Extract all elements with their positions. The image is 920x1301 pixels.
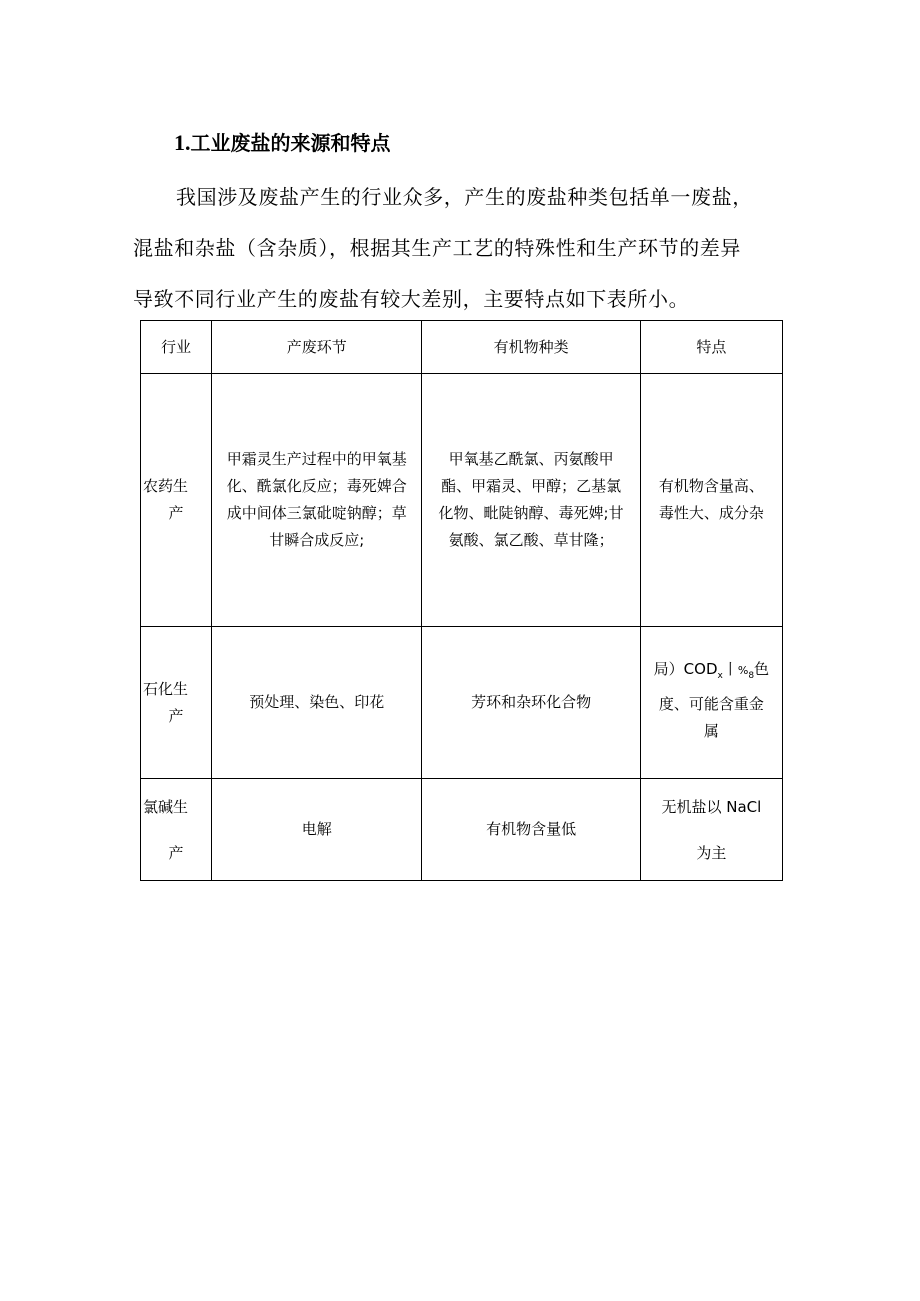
table-row bbox=[141, 374, 783, 627]
feature-cell bbox=[640, 627, 782, 779]
stage-cell: 预处理、染色、印花 bbox=[212, 627, 422, 779]
feature-text: 无机盐以 NaCl bbox=[661, 797, 762, 816]
header-cell-feature: 特点 bbox=[640, 321, 782, 374]
header-cell-industry: 行业 bbox=[141, 321, 212, 374]
table-header-row bbox=[141, 321, 783, 374]
feature-text: 度、可能含重金 bbox=[658, 695, 764, 713]
industry-text: 石化生 bbox=[143, 679, 189, 698]
organics-text: 酯、甲霜灵、甲醇；乙基氯 bbox=[441, 477, 622, 495]
organics-text: 氨酸、氯乙酸、草甘隆； bbox=[448, 531, 614, 549]
table-row bbox=[141, 627, 783, 779]
industry-cell bbox=[141, 779, 212, 881]
feature-fragment: % bbox=[737, 664, 749, 677]
table-row bbox=[141, 779, 783, 881]
organics-text: 化物、毗陡钠醇、毒死婢;甘 bbox=[438, 504, 624, 522]
feature-fragment: 8 bbox=[748, 671, 755, 681]
industry-cell bbox=[141, 374, 212, 627]
organics-cell: 芳环和杂环化合物 bbox=[422, 627, 640, 779]
paragraph-line: 混盐和杂盐（含杂质），根据其生产工艺的特殊性和生产环节的差异 bbox=[133, 236, 741, 260]
feature-text: 有机物含量高、 bbox=[658, 477, 764, 495]
feature-fragment: 丨 bbox=[722, 660, 738, 678]
paragraph-line: 导致不同行业产生的废盐有较大差别，主要特点如下表所小。 bbox=[133, 287, 690, 311]
section-heading bbox=[174, 128, 391, 158]
feature-text bbox=[643, 654, 780, 691]
organics-cell: 有机物含量低 bbox=[422, 779, 640, 881]
industry-text: 农药生 bbox=[143, 477, 189, 495]
feature-fragment: 色 bbox=[754, 660, 770, 678]
stage-cell bbox=[212, 374, 422, 627]
feature-cell bbox=[640, 374, 782, 627]
industry-text: 产 bbox=[168, 504, 184, 522]
feature-text: 为主 bbox=[696, 843, 727, 862]
industry-text: 产 bbox=[168, 843, 184, 862]
organics-text: 甲氧基乙酰氯、丙氨酸甲 bbox=[448, 450, 614, 468]
header-cell-organics: 有机物种类 bbox=[422, 321, 640, 374]
paragraph-line: 我国涉及废盐产生的行业众多，产生的废盐种类包括单一废盐， bbox=[176, 185, 753, 209]
header-cell-stage: 产废环节 bbox=[212, 321, 422, 374]
intro-paragraph bbox=[133, 172, 798, 325]
stage-text: 甲霜灵生产过程中的甲氧基 bbox=[226, 450, 407, 468]
stage-text: 甘瞬合成反应; bbox=[269, 531, 365, 549]
stage-cell: 电解 bbox=[212, 779, 422, 881]
feature-cell bbox=[640, 779, 782, 881]
feature-text: 毒性大、成分杂 bbox=[658, 504, 764, 522]
industry-text: 产 bbox=[168, 706, 184, 725]
organics-cell bbox=[422, 374, 640, 627]
waste-salt-table bbox=[140, 320, 783, 881]
feature-fragment: 局）COD bbox=[653, 660, 718, 678]
feature-fragment: x bbox=[717, 671, 723, 681]
industry-cell bbox=[141, 627, 212, 779]
section-title: 工业废盐的来源和特点 bbox=[190, 131, 391, 155]
feature-text: 属 bbox=[703, 722, 719, 740]
stage-text: 化、酰氯化反应；毒死婢合 bbox=[226, 477, 407, 495]
stage-text: 成中间体三氯砒啶钠醇；草 bbox=[226, 504, 407, 522]
section-number: 1. bbox=[174, 130, 191, 155]
industry-text: 氯碱生 bbox=[143, 797, 189, 816]
